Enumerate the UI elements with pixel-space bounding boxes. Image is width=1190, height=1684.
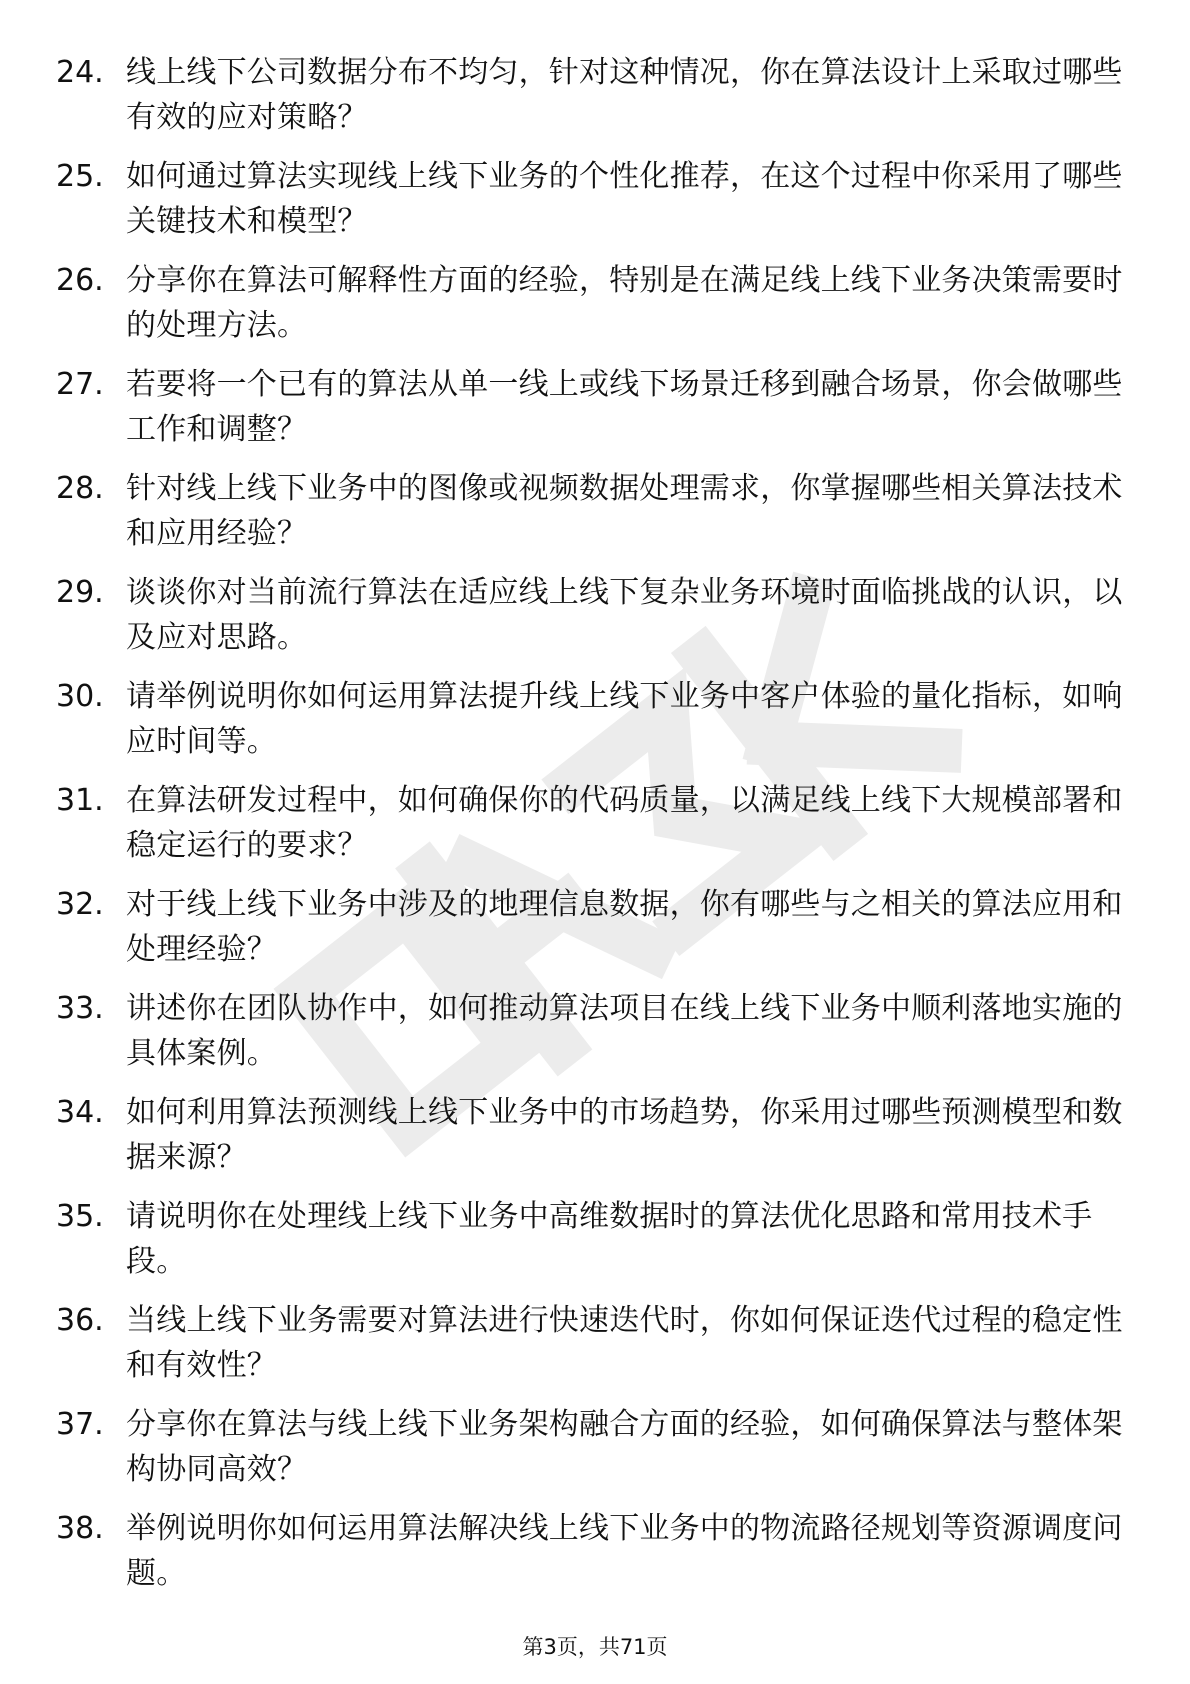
list-item (0, 1088, 1190, 1192)
list-item (0, 1192, 1190, 1296)
question-number: 36. (56, 1303, 104, 1338)
list-item (0, 256, 1190, 360)
question-number: 24. (56, 55, 104, 90)
question-number: 38. (56, 1511, 104, 1546)
question-list (0, 48, 1190, 1608)
list-item (0, 1504, 1190, 1608)
question-number: 35. (56, 1199, 104, 1234)
question-text: 请说明你在处理线上线下业务中高维数据时的算法优化思路和常用技术手段。 (126, 1199, 1093, 1279)
question-number: 29. (56, 575, 104, 610)
question-number: 28. (56, 471, 104, 506)
question-text: 请举例说明你如何运用算法提升线上线下业务中客户体验的量化指标，如响应时间等。 (126, 679, 1123, 759)
question-text: 如何通过算法实现线上线下业务的个性化推荐，在这个过程中你采用了哪些关键技术和模型？ (126, 159, 1123, 239)
list-item (0, 776, 1190, 880)
question-text: 若要将一个已有的算法从单一线上或线下场景迁移到融合场景，你会做哪些工作和调整？ (126, 367, 1123, 447)
list-item (0, 152, 1190, 256)
list-item (0, 360, 1190, 464)
question-text: 举例说明你如何运用算法解决线上线下业务中的物流路径规划等资源调度问题。 (126, 1511, 1123, 1591)
question-number: 34. (56, 1095, 104, 1130)
question-text: 如何利用算法预测线上线下业务中的市场趋势，你采用过哪些预测模型和数据来源？ (126, 1095, 1123, 1175)
question-number: 33. (56, 991, 104, 1026)
question-text: 分享你在算法与线上线下业务架构融合方面的经验，如何确保算法与整体架构协同高效？ (126, 1407, 1123, 1487)
question-text: 针对线上线下业务中的图像或视频数据处理需求，你掌握哪些相关算法技术和应用经验？ (126, 471, 1123, 551)
list-item (0, 48, 1190, 152)
list-item (0, 568, 1190, 672)
question-text: 分享你在算法可解释性方面的经验，特别是在满足线上线下业务决策需要时的处理方法。 (126, 263, 1123, 343)
list-item (0, 1400, 1190, 1504)
list-item (0, 880, 1190, 984)
question-text: 讲述你在团队协作中，如何推动算法项目在线上线下业务中顺利落地实施的具体案例。 (126, 991, 1123, 1071)
list-item (0, 464, 1190, 568)
question-number: 31. (56, 783, 104, 818)
question-text: 当线上线下业务需要对算法进行快速迭代时，你如何保证迭代过程的稳定性和有效性？ (126, 1303, 1123, 1383)
question-text: 谈谈你对当前流行算法在适应线上线下复杂业务环境时面临挑战的认识，以及应对思路。 (126, 575, 1123, 655)
question-number: 26. (56, 263, 104, 298)
question-number: 37. (56, 1407, 104, 1442)
list-item (0, 984, 1190, 1088)
question-text: 对于线上线下业务中涉及的地理信息数据，你有哪些与之相关的算法应用和处理经验？ (126, 887, 1123, 967)
question-number: 25. (56, 159, 104, 194)
list-item (0, 1296, 1190, 1400)
question-number: 27. (56, 367, 104, 402)
question-text: 线上线下公司数据分布不均匀，针对这种情况，你在算法设计上采取过哪些有效的应对策略？ (126, 55, 1123, 135)
question-number: 30. (56, 679, 104, 714)
question-text: 在算法研发过程中，如何确保你的代码质量，以满足线上线下大规模部署和稳定运行的要求？ (126, 783, 1123, 863)
page-footer: 第3页，共71页 (522, 1635, 668, 1659)
question-number: 32. (56, 887, 104, 922)
list-item (0, 672, 1190, 776)
